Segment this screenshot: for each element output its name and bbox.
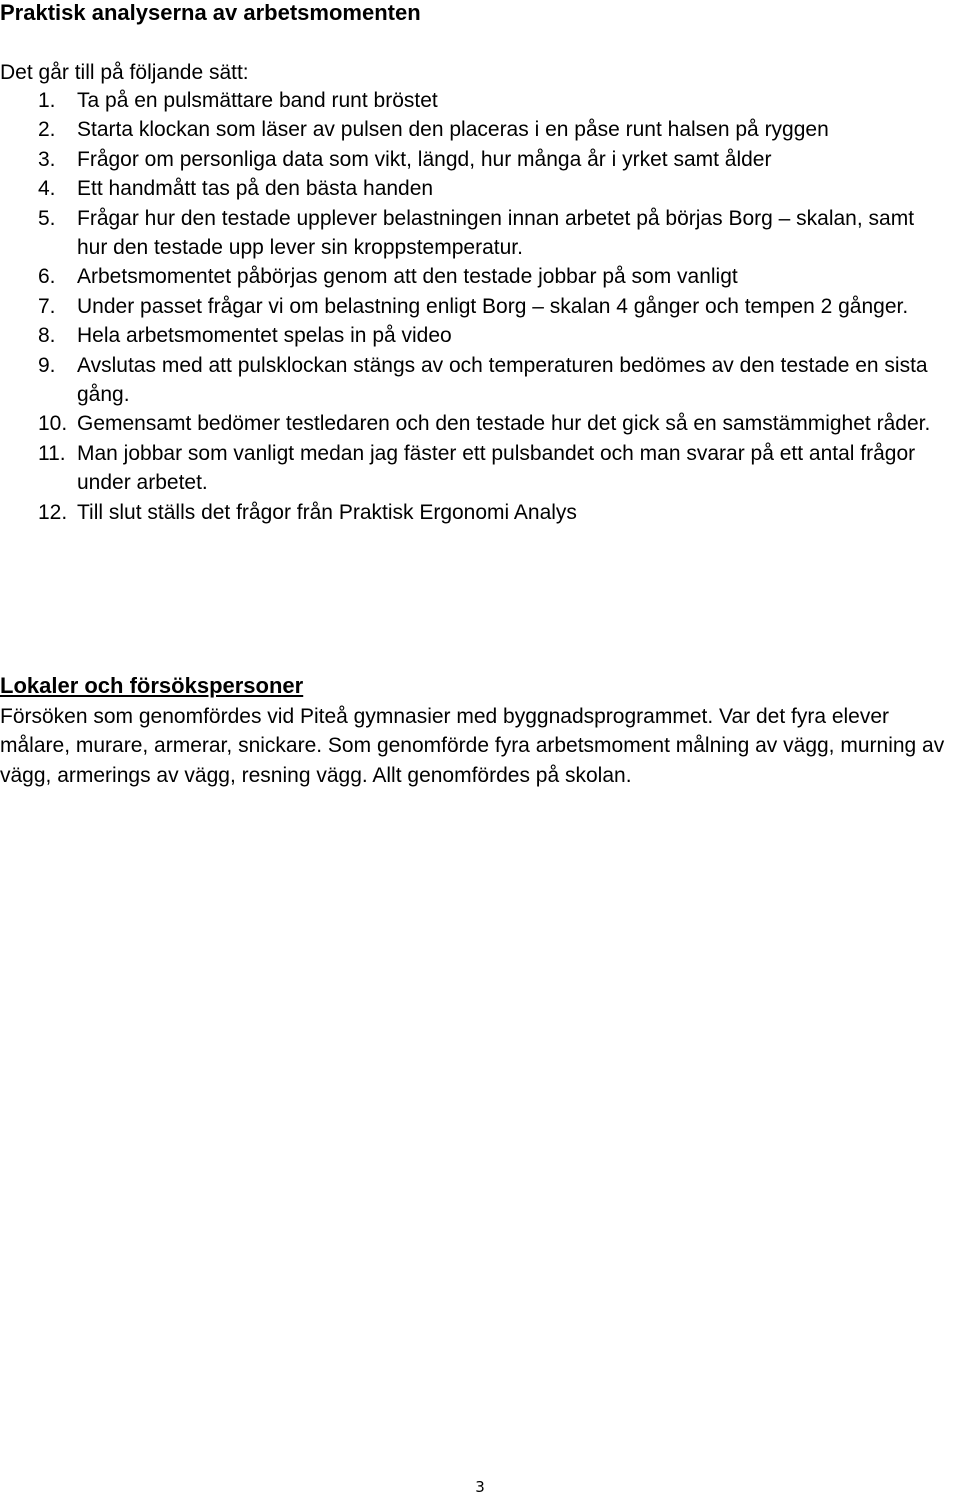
list-item — [0, 262, 950, 291]
list-item — [0, 115, 950, 144]
list-item-text: Hela arbetsmomentet spelas in på video — [77, 324, 452, 348]
list-item-number: 1. — [38, 89, 56, 112]
section-title-premises: Lokaler och försökspersoner — [0, 673, 304, 698]
list-item-text: Man jobbar som vanligt medan jag fäster ett pulsbandet och man svarar på ett antal frågor under arbetet. — [77, 441, 916, 495]
list-item — [0, 321, 950, 350]
list-item-text: Arbetsmomentet påbörjas genom att den testade jobbar på som vanligt — [77, 265, 738, 289]
list-item — [0, 498, 950, 527]
list-item — [0, 86, 950, 115]
list-item-text: Ta på en pulsmättare band runt bröstet — [77, 89, 438, 112]
list-item — [0, 351, 950, 410]
list-item-number: 11. — [38, 441, 66, 465]
list-item-text: Gemensamt bedömer testledaren och den testade hur det gick så en samstämmighet råder. — [77, 412, 931, 436]
list-item — [0, 145, 950, 174]
list-item-text: Under passet frågar vi om belastning enligt Borg – skalan 4 gånger och tempen 2 gånger. — [77, 294, 909, 318]
list-item-text: Starta klockan som läser av pulsen den placeras i en påse runt halsen på ryggen — [77, 118, 829, 142]
list-item-number: 3. — [38, 147, 56, 171]
list-item-number: 5. — [38, 206, 56, 230]
list-item-number: 6. — [38, 265, 56, 289]
list-item-text: Frågor om personliga data som vikt, längd, hur många år i yrket samt ålder — [77, 147, 772, 171]
list-item — [0, 204, 950, 263]
premises-paragraph: Försöken som genomfördes vid Piteå gymnasier med byggnadsprogrammet. Var det fyra elever målare, murare, armerar, snickare. Som genomförde fyra arbetsmoment målning av vägg, murning av vägg, armerings av vägg, resning vägg. Allt genomfördes på skolan. — [0, 705, 945, 787]
list-item-number: 8. — [38, 324, 56, 348]
intro-text: Det går till på följande sätt: — [0, 61, 249, 84]
list-item — [0, 174, 950, 203]
list-item-text: Frågar hur den testade upplever belastningen innan arbetet på börjas Borg – skalan, samt hur den testade upp lever sin kroppstemperatur. — [77, 206, 915, 260]
list-item-number: 12. — [38, 500, 68, 524]
section-title-analysis: Praktisk analyserna av arbetsmomenten — [0, 0, 421, 25]
list-item-text: Avslutas med att pulsklockan stängs av och temperaturen bedömes av den testade en sista gång. — [77, 353, 928, 407]
list-item-number: 9. — [38, 353, 56, 377]
list-item — [0, 292, 950, 321]
page-number: 3 — [475, 1478, 485, 1496]
list-item-number: 10. — [38, 412, 68, 436]
list-item-text: Till slut ställs det frågor från Praktisk Ergonomi Analys — [77, 500, 577, 524]
list-item-text: Ett handmått tas på den bästa handen — [77, 177, 434, 201]
list-item — [0, 439, 950, 498]
list-item-number: 7. — [38, 294, 56, 318]
list-item — [0, 409, 950, 438]
list-item-number: 2. — [38, 118, 56, 142]
steps-list — [0, 86, 950, 527]
list-item-number: 4. — [38, 177, 56, 201]
